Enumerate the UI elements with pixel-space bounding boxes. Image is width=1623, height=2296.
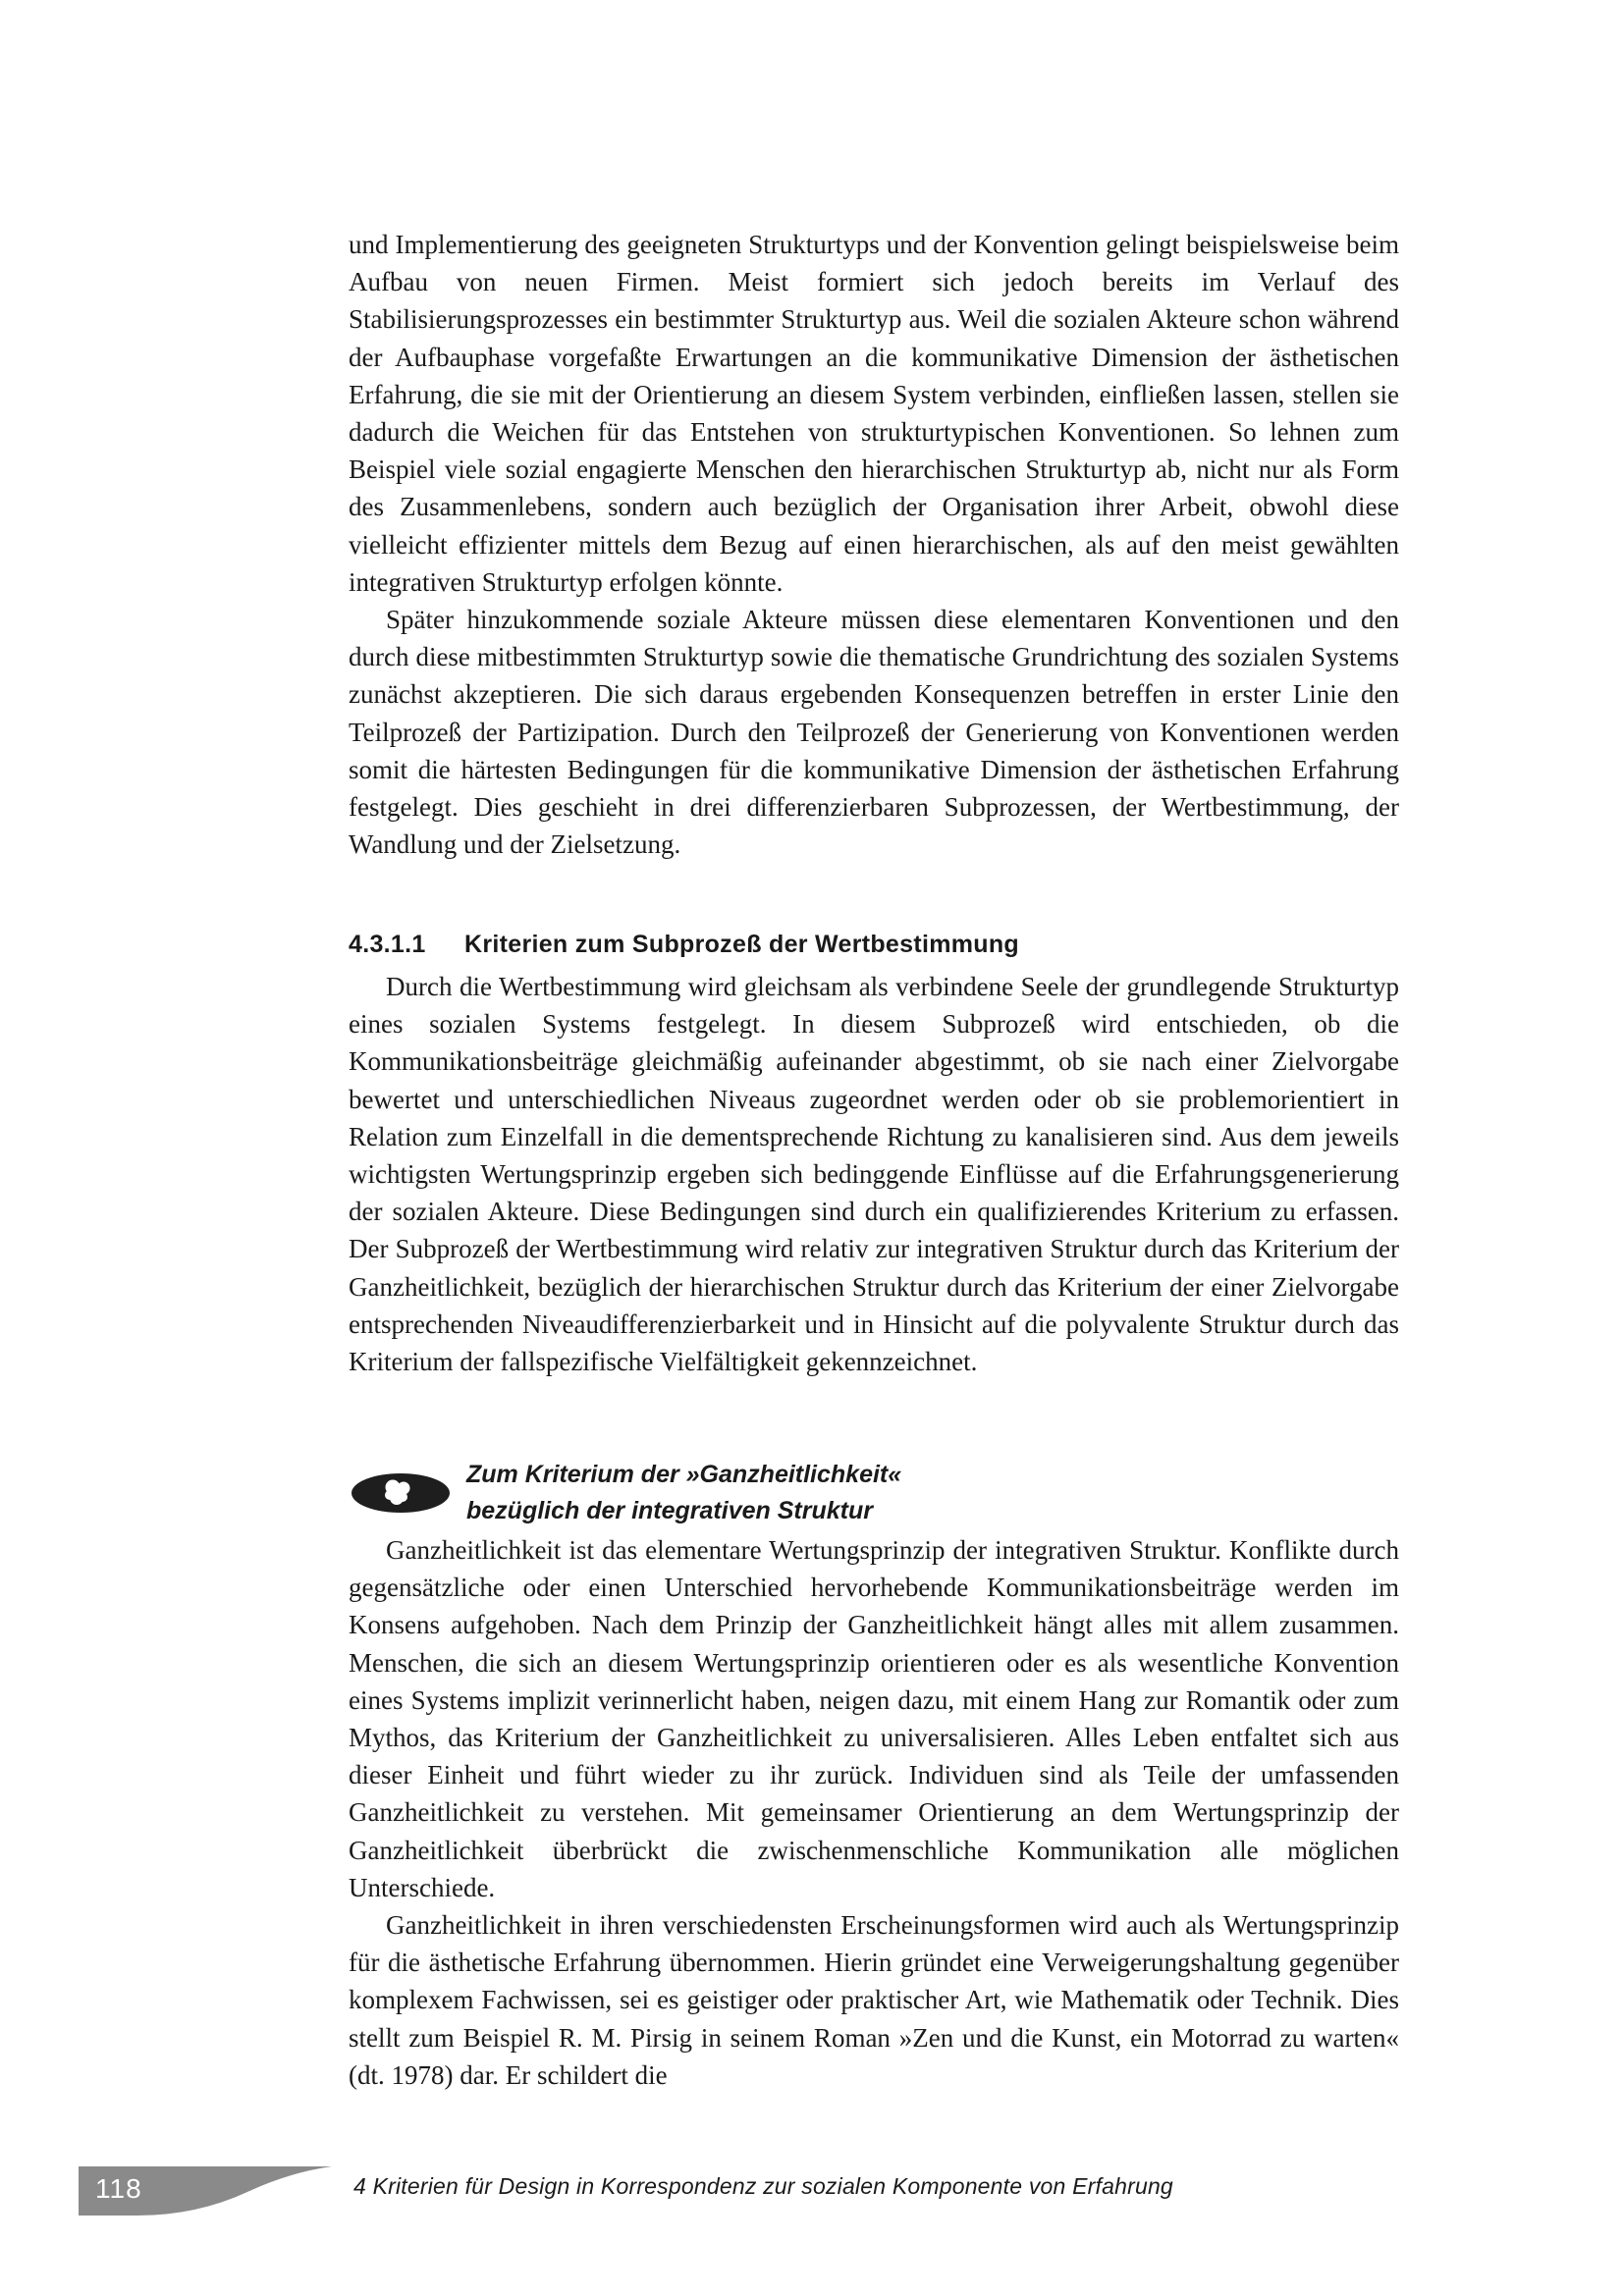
body-text-block	[349, 226, 1399, 863]
section-number: 4.3.1.1	[349, 931, 426, 958]
sub-heading	[466, 1457, 901, 1529]
page-number: 118	[95, 2173, 142, 2204]
body-text-block	[349, 1531, 1399, 2094]
section-heading	[349, 931, 1019, 959]
sub-heading-line: Zum Kriterium der »Ganzheitlichkeit«	[466, 1461, 902, 1488]
paragraph: Ganzheitlichkeit ist das elementare Wertungsprinzip der integrativen Struktur. Konflikte durch gegensätzliche oder einen Unterschied hervorhebende Kommunikationsbeiträge werden im Konsens aufgehoben. Nach dem Prinzip der Ganzheitlichkeit hängt alles mit allem zusammen. Menschen, die sich an diesem Wertungsprinzip orientieren oder es als wesentliche Konvention eines Systems implizit verinnerlicht haben, neigen dazu, mit einem Hang zur Romantik oder zum Mythos, das Kriterium der Ganzheitlichkeit zu universalisieren. Alles Leben entfaltet sich aus dieser Einheit und führt wieder zu ihr zurück. Individuen sind als Teile der umfassenden Ganzheitlichkeit zu verstehen. Mit gemeinsamer Orientierung an dem Wertungsprinzip der Ganzheitlichkeit überbrückt die zwischenmenschliche Kommunikation alle möglichen Unterschiede.	[349, 1535, 1399, 1902]
paragraph: und Implementierung des geeigneten Strukturtyps und der Konvention gelingt beispielsweise beim Aufbau von neuen Firmen. Meist formiert sich jedoch bereits im Verlauf des Stabilisierungsprozesses ein bestimmter Strukturtyp aus. Weil die sozialen Akteure schon während der Aufbauphase vorgefaßte Erwartungen an die kommunikative Dimension der ästhetischen Erfahrung, die sie mit der Orientierung an diesem System verbinden, einfließen lassen, stellen sie dadurch die Weichen für das Entstehen von strukturtypischen Konventionen. So lehnen zum Beispiel viele sozial engagierte Menschen den hierarchischen Strukturtyp ab, nicht nur als Form des Zusammenlebens, sondern auch bezüglich der Organisation ihrer Arbeit, obwohl diese vielleicht effizienter mittels dem Bezug auf einen hierarchischen, als auf den meist gewählten integrativen Strukturtyp erfolgen könnte.	[349, 230, 1399, 597]
paragraph: Später hinzukommende soziale Akteure müssen diese elementaren Konventionen und den durch diese mitbestimmten Strukturtyp sowie die thematische Grundrichtung des sozialen Systems zunächst akzeptieren. Die sich daraus ergebenden Konsequenzen betreffen in erster Linie den Teilprozeß der Partizipation. Durch den Teilprozeß der Generierung von Konventionen werden somit die härtesten Bedingungen für die kommunikative Dimension der ästhetischen Erfahrung festgelegt. Dies geschieht in drei differenzierbaren Subprozessen, der Wertbestimmung, der Wandlung und der Zielsetzung.	[349, 605, 1399, 860]
running-footer: 4 Kriterien für Design in Korrespondenz zur sozialen Komponente von Erfahrung	[353, 2173, 1173, 2199]
stone-marker-icon	[351, 1471, 451, 1515]
paragraph: Ganzheitlichkeit in ihren verschiedensten Erscheinungsformen wird auch als Wertungsprinzip für die ästhetische Erfahrung übernommen. Hierin gründet eine Verweigerungshaltung gegenüber komplexem Fachwissen, sei es geistiger oder praktischer Art, wie Mathematik oder Technik. Dies stellt zum Beispiel R. M. Pirsig in seinem Roman »Zen und die Kunst, ein Motorrad zu warten« (dt. 1978) dar. Er schildert die	[349, 1910, 1399, 2090]
section-title: Kriterien zum Subprozeß der Wertbestimmung	[464, 931, 1019, 958]
paragraph: Durch die Wertbestimmung wird gleichsam als verbindene Seele der grundlegende Strukturtyp eines sozialen Systems festgelegt. In diesem Subprozeß wird entschieden, ob die Kommunikationsbeiträge gleichmäßig aufeinander abgestimmt, ob sie nach einer Zielvorgabe bewertet und unterschiedlichen Niveaus zugeordnet werden oder ob sie problemorientiert in Relation zum Einzelfall in die dementsprechende Richtung zu kanalisieren sind. Aus dem jeweils wichtigsten Wertungsprinzip ergeben sich bedinggende Einflüsse auf die Erfahrungsgenerierung der sozialen Akteure. Diese Bedingungen sind durch ein qualifizierendes Kriterium zu erfassen. Der Subprozeß der Wertbestimmung wird relativ zur integrativen Struktur durch das Kriterium der Ganzheitlichkeit, bezüglich der hierarchischen Struktur durch das Kriterium der einer Zielvorgabe entsprechenden Niveaudifferenzierbarkeit und in Hinsicht auf die polyvalente Struktur durch das Kriterium der fallspezifische Vielfältigkeit gekennzeichnet.	[349, 972, 1399, 1377]
sub-heading-line: bezüglich der integrativen Struktur	[466, 1497, 873, 1524]
body-text-block	[349, 968, 1399, 1380]
